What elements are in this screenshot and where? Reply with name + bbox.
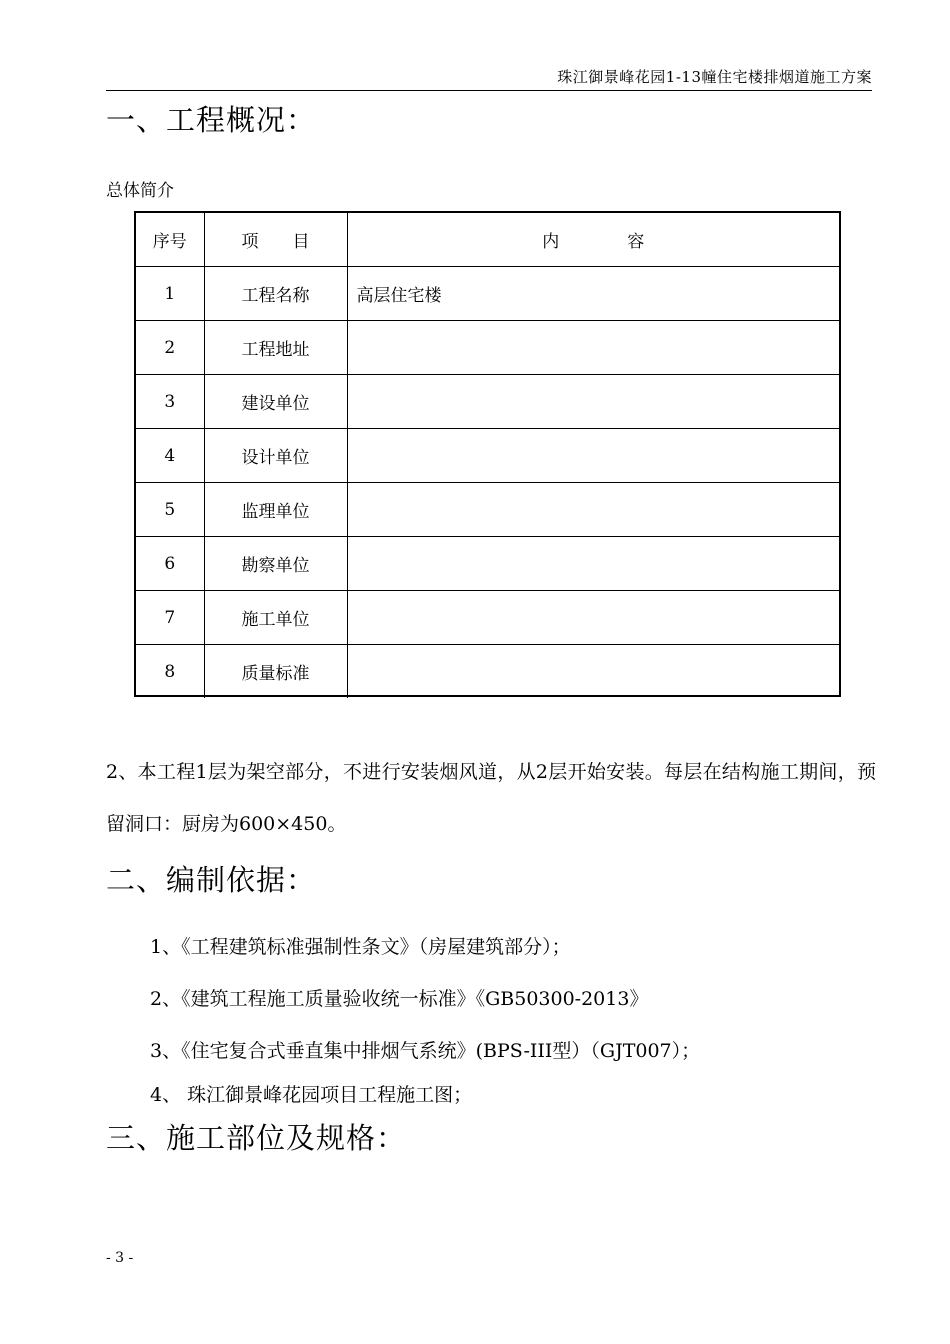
table-row: [136, 483, 839, 537]
row-item: 施工单位: [204, 591, 347, 645]
row-content: [347, 375, 839, 429]
basis-item-4: 4、 珠江御景峰花园项目工程施工图；: [150, 1084, 473, 1106]
header-content: 内 容: [347, 213, 839, 267]
section-2-heading: 二、编制依据：: [106, 863, 317, 897]
row-item: 设计单位: [204, 429, 347, 483]
document-header-title: 珠江御景峰花园1-13幢住宅楼排烟道施工方案: [557, 68, 872, 86]
row-content: [347, 483, 839, 537]
row-content: [347, 321, 839, 375]
row-index: 8: [136, 645, 204, 699]
row-index: 2: [136, 321, 204, 375]
header-index: 序号: [136, 213, 204, 267]
row-item: 工程地址: [204, 321, 347, 375]
overview-table: [134, 211, 841, 697]
row-index: 4: [136, 429, 204, 483]
table-row: [136, 267, 839, 321]
row-content: [347, 537, 839, 591]
basis-item-1: 1、《工程建筑标准强制性条文》（房屋建筑部分）；: [150, 936, 571, 958]
row-content: [347, 591, 839, 645]
row-item: 监理单位: [204, 483, 347, 537]
header-divider: [106, 90, 872, 91]
row-content: [347, 429, 839, 483]
section-3-heading: 三、施工部位及规格：: [106, 1121, 407, 1155]
row-index: 5: [136, 483, 204, 537]
table-row: [136, 429, 839, 483]
section-1-heading: 一、工程概况：: [106, 103, 317, 137]
overview-note-paragraph: 2、本工程1层为架空部分，不进行安装烟风道，从2层开始安装。每层在结构施工期间，预留洞口：厨房为600×450。: [106, 761, 876, 835]
page-number: - 3 -: [106, 1250, 134, 1266]
row-item: 质量标准: [204, 645, 347, 699]
table-row: [136, 645, 839, 699]
row-index: 7: [136, 591, 204, 645]
basis-item-2: 2、《建筑工程施工质量验收统一标准》《GB50300-2013》: [150, 988, 649, 1010]
table-header-row: [136, 213, 839, 267]
row-item: 勘察单位: [204, 537, 347, 591]
table-row: [136, 537, 839, 591]
header-item: 项 目: [204, 213, 347, 267]
row-item: 工程名称: [204, 267, 347, 321]
overview-subtitle: 总体简介: [106, 181, 174, 201]
row-index: 3: [136, 375, 204, 429]
table-row: [136, 375, 839, 429]
row-content: 高层住宅楼: [347, 267, 839, 321]
row-index: 6: [136, 537, 204, 591]
row-item: 建设单位: [204, 375, 347, 429]
row-content: [347, 645, 839, 699]
row-index: 1: [136, 267, 204, 321]
table-row: [136, 321, 839, 375]
table-row: [136, 591, 839, 645]
basis-item-3: 3、《住宅复合式垂直集中排烟气系统》(BPS-III型）（GJT007）；: [150, 1040, 701, 1062]
